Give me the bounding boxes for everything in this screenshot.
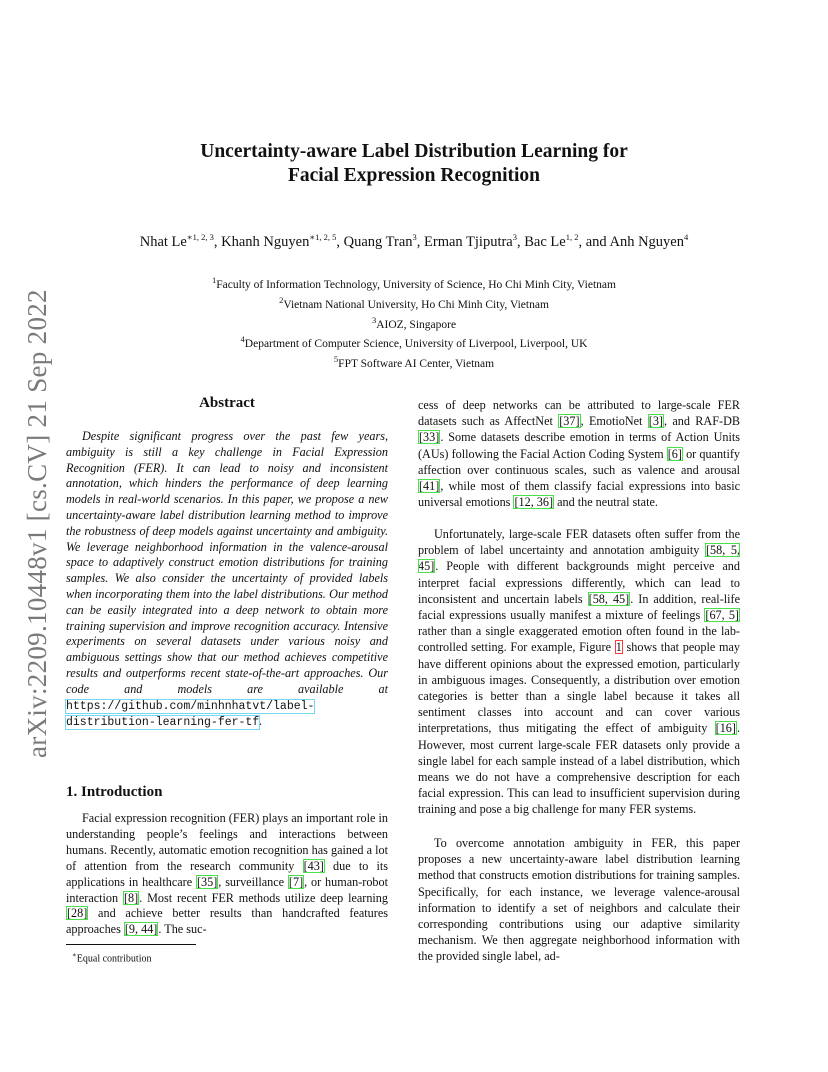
citation-link[interactable]: [41] <box>419 479 440 494</box>
citation-link[interactable]: [3] <box>648 414 663 429</box>
author-name: Erman Tjiputra <box>424 233 513 250</box>
affiliation <box>120 313 708 333</box>
affiliation-text: FPT Software AI Center, Vietnam <box>338 358 495 371</box>
author-name: Anh Nguyen <box>609 233 684 250</box>
body-text: , or human-robot interaction <box>66 874 388 905</box>
citation-link[interactable]: [43] <box>303 858 324 873</box>
citation-link[interactable]: [28] <box>67 906 88 921</box>
citation-link[interactable]: [58, 5, 45] <box>418 543 740 574</box>
body-text: , and RAF-DB <box>663 414 740 429</box>
footnote-marker: ∗ <box>72 951 77 959</box>
affiliation-marker: 5 <box>333 354 339 365</box>
affiliation-text: Faculty of Information Technology, University of Science, Ho Chi Minh City, Vietnam <box>216 278 616 291</box>
body-text: . People with different backgrounds might perceive and interpret facial expressions differently, which can lead to inconsistent and uncertain labels <box>418 559 740 606</box>
body-text: due to its applications in healthcare <box>66 858 389 889</box>
abstract-heading: Abstract <box>199 395 255 411</box>
body-text: , surveillance <box>218 874 288 889</box>
body-text: . In addition, real-life facial expressions usually manifest a mixture of feelings <box>418 591 740 623</box>
author-name: Nhat Le <box>139 233 187 250</box>
citation-link[interactable]: [35] <box>196 874 218 889</box>
body-text: , EmotioNet <box>580 414 648 429</box>
code-repo-link[interactable]: https://github.com/minhnhatvt/label-distribution-learning-fer-tf <box>66 699 315 730</box>
body-text: rather than a single exaggerated emotion often found in the lab-controlled setting. For example, Figure <box>418 624 740 655</box>
affiliation-text: AIOZ, Singapore <box>376 318 457 331</box>
body-text: . Most recent FER methods utilize deep learning <box>139 890 388 905</box>
affiliation-marker: 3 <box>371 314 377 325</box>
author-name: Khanh Nguyen <box>221 233 310 250</box>
footnote <box>72 951 151 964</box>
author-affil-marker: ∗1, 2, 3 <box>186 232 214 242</box>
author-affil-marker: 4 <box>684 232 689 242</box>
body-text: shows that people may have different opinions about the expressed emotion, particularly in ambiguous images. Consequently, a distribution over emotion categories is better than a single label because it takes all sentiment classes into account and can cover various interpretations, thus mitigating the effect of ambiguity <box>418 640 740 736</box>
citation-link[interactable]: [8] <box>123 890 139 905</box>
body-text: Facial expression recognition (FER) plays an important role in understanding people’s feelings and interactions between humans. Recently, automatic emotion recognition has gained a lot of attention from the research community <box>66 811 388 873</box>
citation-link[interactable]: [58, 45] <box>588 591 630 606</box>
affiliation <box>120 352 708 372</box>
citation-link[interactable]: [33] <box>419 430 440 445</box>
author-affil-marker: ∗1, 2, 5 <box>309 232 337 242</box>
title-line-2: Facial Expression Recognition <box>287 165 541 186</box>
author-list: Nhat $Le^{∗1, 2, 3}$, Khanh Nguyen$^{∗1, 2, 5}$, Quang Tran$^3$, Erman Tjiputra$^3$, Bac Le$^{1, 2}$, and Anh Nguyen$^4$ <box>139 232 689 250</box>
arxiv-identifier[interactable]: arXiv:2209.10448v1 [cs.CV] 21 Sep 2022 <box>22 289 52 758</box>
body-text: Unfortunately, large-scale FER datasets often suffer from the problem of label uncertainty and annotation ambiguity <box>418 527 740 558</box>
affiliation-list <box>120 273 708 372</box>
authors-conjunction: and <box>585 233 607 250</box>
figure-reference-link[interactable]: 1 <box>615 640 622 655</box>
citation-link[interactable]: [16] <box>715 721 736 736</box>
author-affil-marker: 3 <box>512 232 517 242</box>
citation-link[interactable]: [7] <box>288 874 304 889</box>
paper-title <box>120 140 708 188</box>
footnote-divider <box>66 944 196 945</box>
affiliation-text: Department of Computer Science, University of Liverpool, Liverpool, UK <box>244 338 588 351</box>
affiliation-marker: 4 <box>240 334 245 345</box>
author-name: Quang Tran <box>343 233 413 250</box>
affiliation <box>120 332 708 352</box>
citation-link[interactable]: [12, 36] <box>514 495 554 510</box>
citation-link[interactable]: [37] <box>559 414 580 429</box>
right-column-paragraph-1 <box>418 397 740 510</box>
right-column-paragraph-2 <box>418 526 740 818</box>
footnote-text: Equal contribution <box>76 953 152 965</box>
intro-paragraph <box>66 811 388 938</box>
author-affil-marker: 3 <box>412 232 417 242</box>
citation-link[interactable]: [9, 44] <box>124 922 158 937</box>
body-text: , while most of them classify facial expressions into basic universal emotions <box>418 479 740 510</box>
body-text: . The suc- <box>158 922 207 937</box>
body-text: . However, most current large-scale FER datasets only provide a single label for each sample instead of a label distribution, which means we do not have a comprehensive description for each facial expression. This can lead to insufficient supervision during training and pose a big challenge for many FER systems. <box>418 721 740 817</box>
author-affil-marker: 1, 2 <box>565 232 579 242</box>
body-text: cess of deep networks can be attributed to large-scale FER datasets such as AffectNet <box>418 398 740 429</box>
affiliation-marker: 1 <box>212 275 217 285</box>
section-heading-introduction: 1. Introduction <box>66 784 163 800</box>
citation-link[interactable]: [6] <box>667 446 682 461</box>
body-text: and the neutral state. <box>554 495 658 510</box>
affiliation-text: Vietnam National University, Ho Chi Minh City, Vietnam <box>283 298 549 311</box>
author-name: Bac Le <box>524 233 566 250</box>
body-text: or quantify affection over continuous scales, such as valence and arousal <box>418 446 740 477</box>
abstract-body: Despite significant progress over the past few years, ambiguity is still a key challenge in Facial Expression Recognition (FER). It can lead to noisy and inconsistent annotation, which hinders the performance of deep learning models in real-world scenarios. In this paper, we propose a new uncertainty-aware label distribution learning method to improve the robustness of deep models against uncertainty and ambiguity. We leverage neighborhood information in the valence-arousal space to adaptively construct emotion distributions for training samples. We also consider the uncertainty of provided labels when incorporating them into the label distributions. Our method can be easily integrated into a deep network to obtain more training supervision and improve recognition accuracy. Intensive experiments on several datasets under various noisy and ambiguous settings show that our method achieves competitive results and outperforms recent state-of-the-art approaches. Our code and models are available at https://github.com/minhnhatvt/label-distribution-learning-fer-tf. <box>66 429 388 730</box>
citation-link[interactable]: [67, 5] <box>705 608 739 623</box>
body-text: and achieve better results than handcrafted features approaches <box>66 906 388 937</box>
affiliation-marker: 2 <box>279 294 284 305</box>
affiliation <box>120 273 708 293</box>
title-line-1: Uncertainty-aware Label Distribution Learning for <box>200 141 628 162</box>
body-text: . Some datasets describe emotion in terms of Action Units (AUs) following the Facial Action Coding System <box>418 430 740 461</box>
affiliation <box>120 293 708 313</box>
right-column-paragraph-3: To overcome annotation ambiguity in FER, this paper proposes a new uncertainty-aware label distribution learning method that constructs emotion distributions for training samples. Specifically, for each instance, we leverage valence-arousal information to identify a set of neighbors and calculate their corresponding contributions using our adaptive similarity mechanism. We then aggregate neighborhood information with the provided single label, ad- <box>418 836 740 964</box>
abstract-text: Despite significant progress over the past few years, ambiguity is still a key challenge in Facial Expression Recognition (FER). It can lead to noisy and inconsistent annotation, which hinders the performance of deep learning models in real-world scenarios. In this paper, we propose a new uncertainty-aware label distribution learning method to improve the robustness of deep models against uncertainty and ambiguity. We leverage neighborhood information in the valence-arousal space to adaptively construct emotion distributions for training samples. We also consider the uncertainty of provided labels when incorporating them into the label distributions. Our method can be easily integrated into a deep network to obtain more training supervision and improve recognition accuracy. Intensive experiments on several datasets under various noisy and ambiguous settings show that our method achieves competitive results and outperforms recent state-of-the-art approaches. Our code and models are available at <box>66 429 388 696</box>
